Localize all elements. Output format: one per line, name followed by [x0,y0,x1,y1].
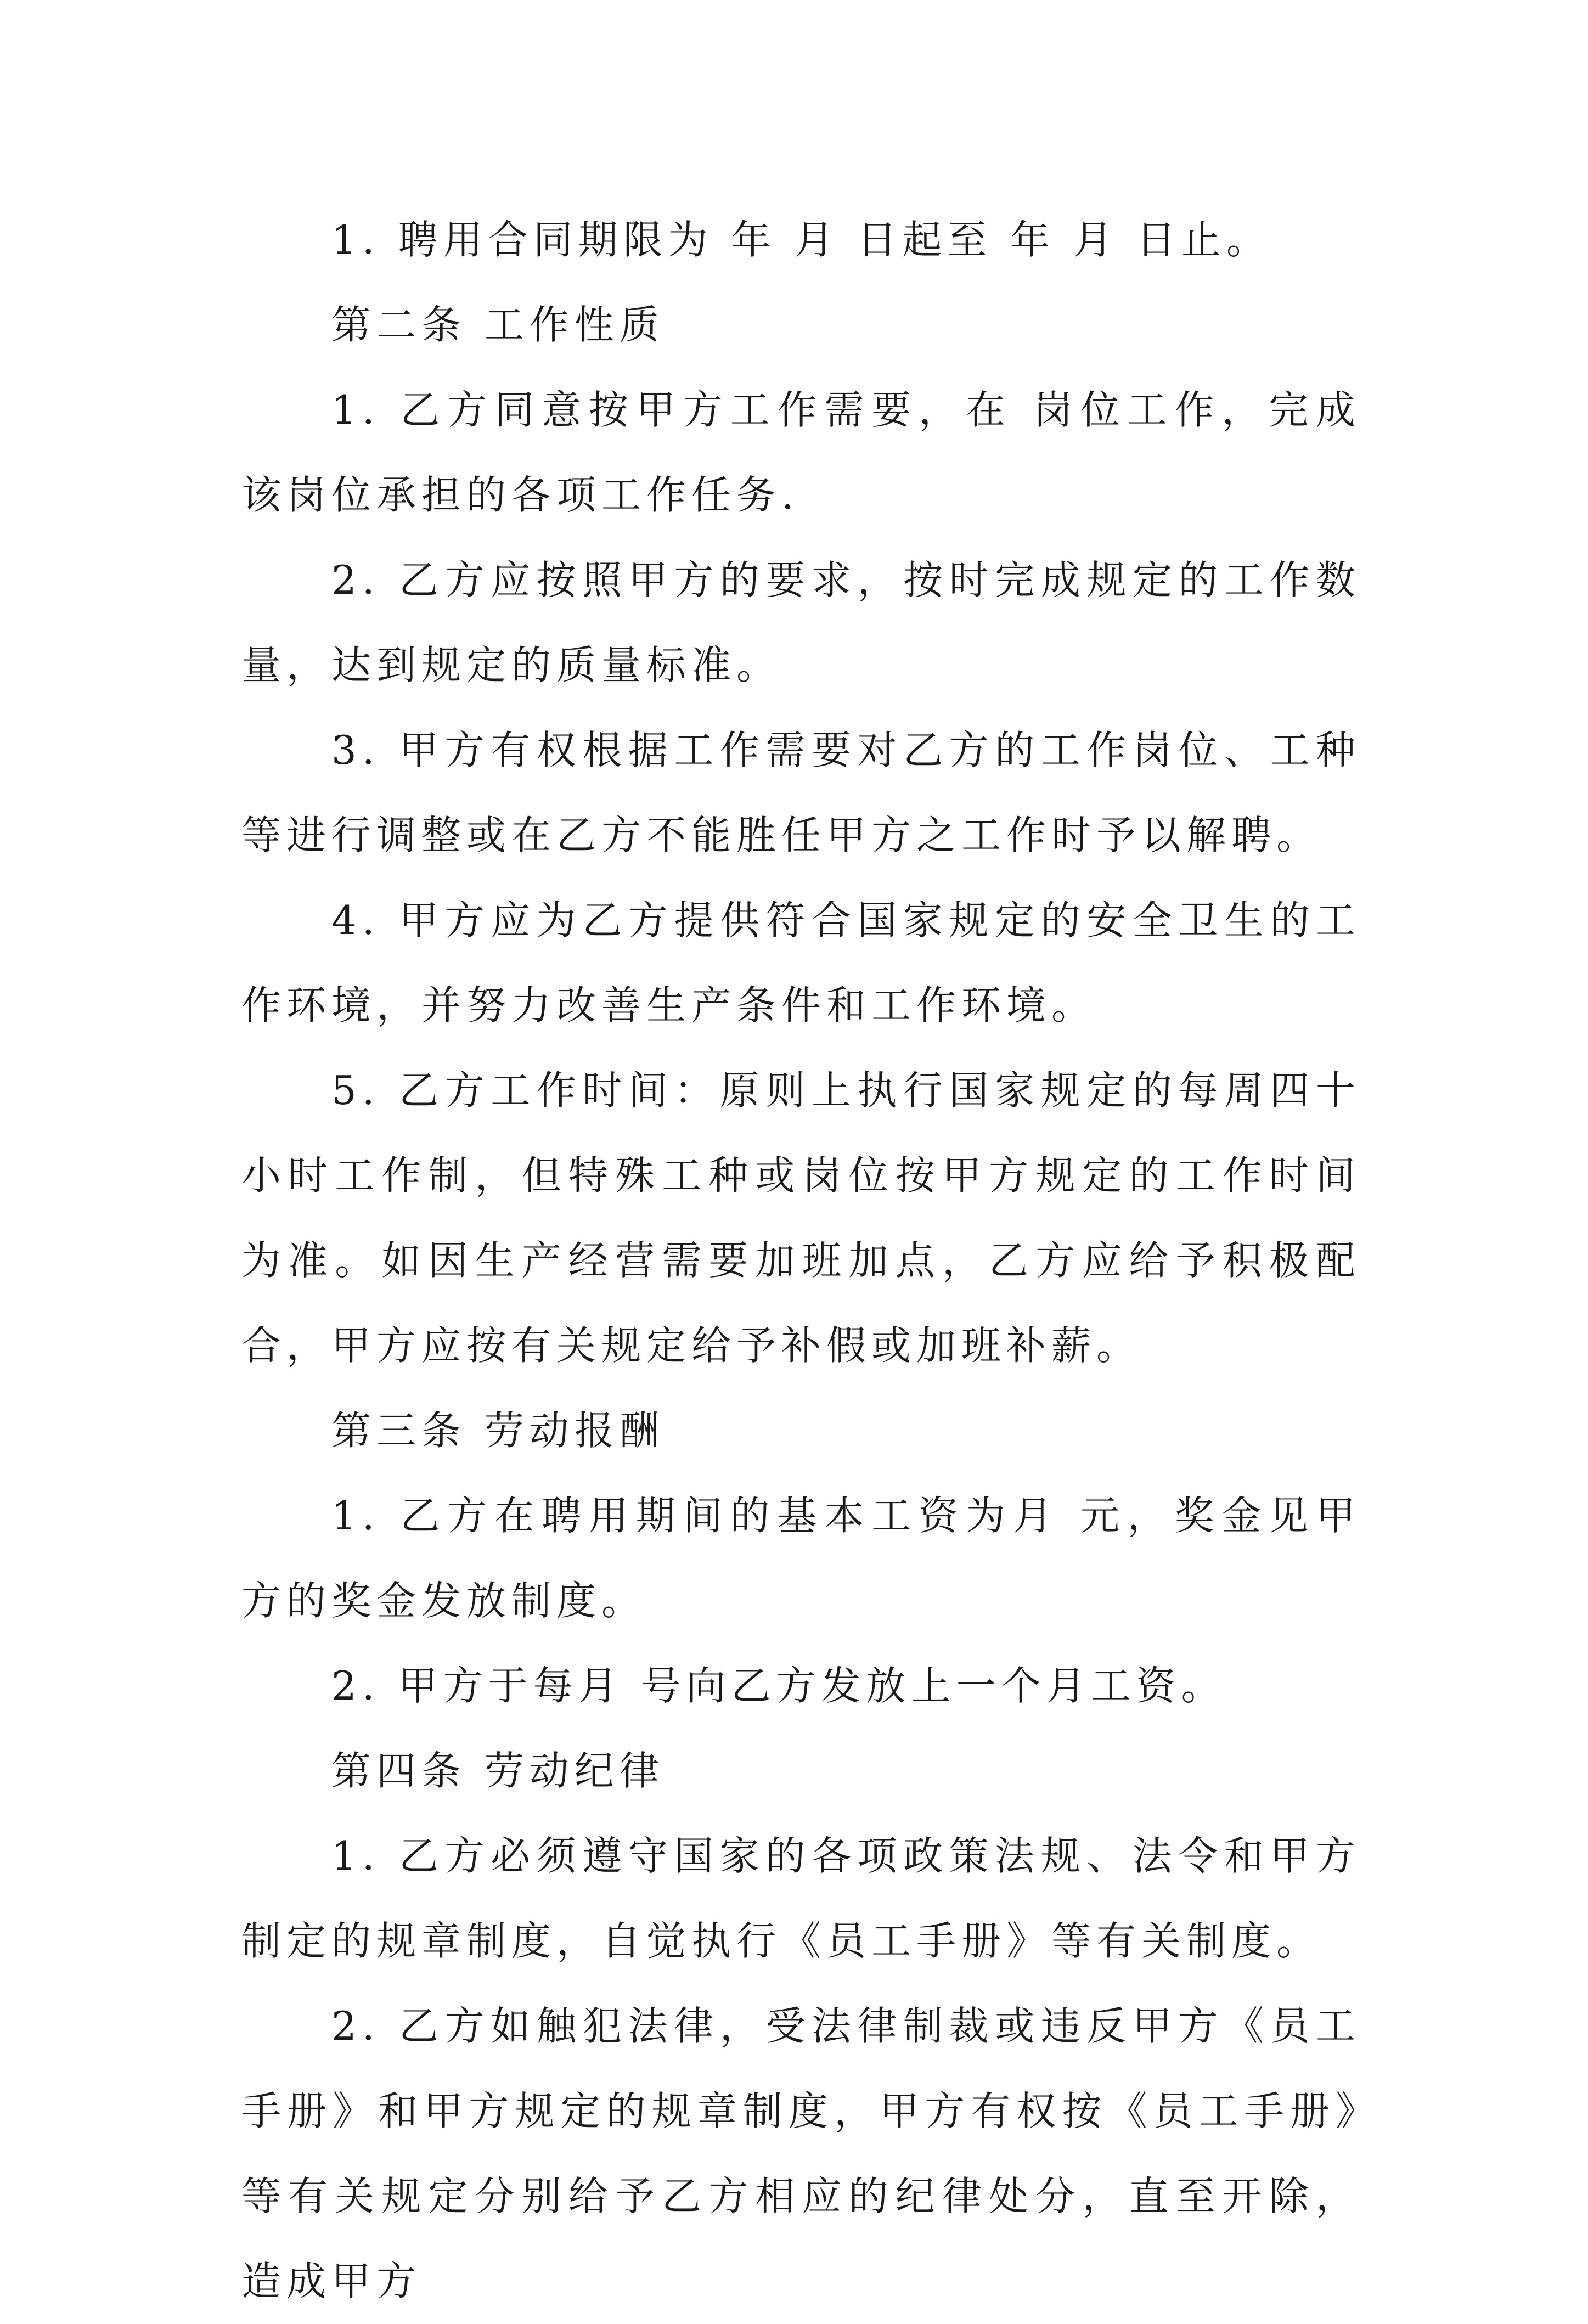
article-2-item-1: 1. 乙方同意按甲方工作需要，在 岗位工作，完成该岗位承担的各项工作任务. [241,387,1361,518]
article-2-heading: 第二条 工作性质 [331,302,665,348]
article-2-item-2: 2. 乙方应按照甲方的要求，按时完成规定的工作数量，达到规定的质量标准。 [241,557,1361,688]
article-4-item-1: 1. 乙方必须遵守国家的各项政策法规、法令和甲方制定的规章制度，自觉执行《员工手册》等有关制度。 [241,1833,1361,1964]
article-3-item-2: 2. 甲方于每月 号向乙方发放上一个月工资。 [331,1663,1226,1709]
article-3-item-1: 1. 乙方在聘用期间的基本工资为月 元，奖金见甲方的奖金发放制度。 [241,1493,1361,1624]
article-3-heading: 第三条 劳动报酬 [331,1408,665,1454]
article-4-item-2: 2. 乙方如触犯法律，受法律制裁或违反甲方《员工手册》和甲方规定的规章制度，甲方有权按《员工手册》等有关规定分别给予乙方相应的纪律处分，直至开除，造成甲方 [241,2003,1361,2304]
article-2-item-3: 3. 甲方有权根据工作需要对乙方的工作岗位、工种等进行调整或在乙方不能胜任甲方之工作时予以解聘。 [241,727,1361,858]
article-2-item-5: 5. 乙方工作时间：原则上执行国家规定的每周四十小时工作制，但特殊工种或岗位按甲方规定的工作时间为准。如因生产经营需要加班加点，乙方应给予积极配合，甲方应按有关规定给予补假或加班补薪。 [241,1067,1361,1369]
document-body [241,198,1361,2324]
article-2-item-4: 4. 甲方应为乙方提供符合国家规定的安全卫生的工作环境，并努力改善生产条件和工作环境。 [241,897,1361,1028]
contract-term-clause: 1. 聘用合同期限为 年 月 日起至 年 月 日止。 [331,217,1271,263]
article-4-heading: 第四条 劳动纪律 [331,1748,665,1794]
